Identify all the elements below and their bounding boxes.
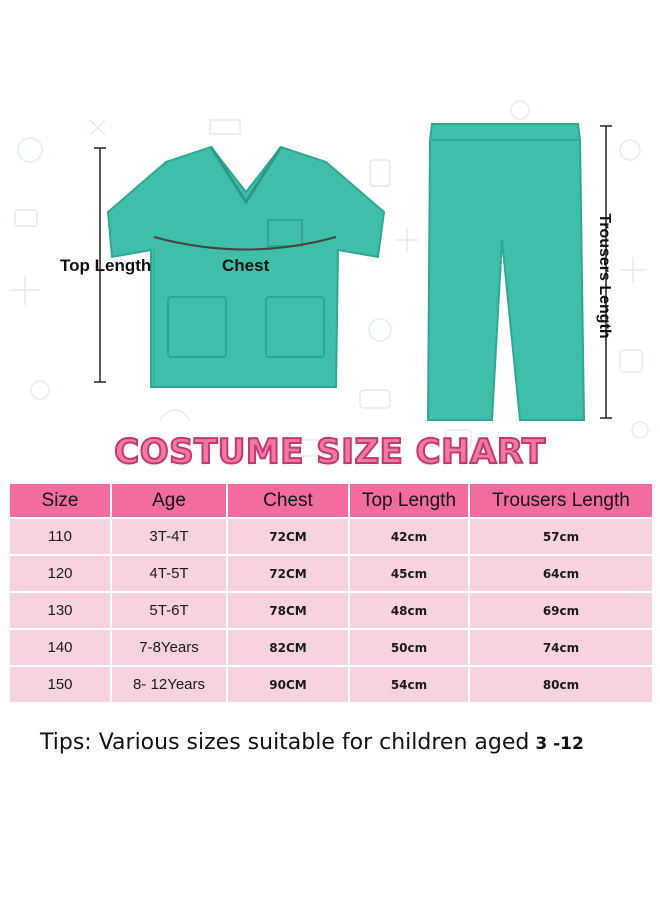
size-table	[8, 482, 654, 704]
header-top-length: Top Length	[350, 484, 468, 517]
chest-label: Chest	[222, 256, 270, 275]
cell-top-length: 48cm	[350, 593, 468, 628]
header-size: Size	[10, 484, 110, 517]
table-row	[10, 593, 652, 628]
cell-trousers-length: 80cm	[470, 667, 652, 702]
cell-trousers-length: 74cm	[470, 630, 652, 665]
tips-text	[40, 730, 584, 755]
chart-title: COSTUME SIZE CHART	[114, 432, 546, 472]
header-trousers-length: Trousers Length	[470, 484, 652, 517]
trousers-length-label: Trousers Length	[596, 213, 613, 339]
cell-size: 110	[10, 519, 110, 554]
cell-trousers-length: 69cm	[470, 593, 652, 628]
top-length-label: Top Length	[60, 256, 152, 275]
cell-top-length: 42cm	[350, 519, 468, 554]
table-row	[10, 519, 652, 554]
cell-age: 5T-6T	[112, 593, 226, 628]
cell-age: 4T-5T	[112, 556, 226, 591]
cell-chest: 72CM	[228, 519, 348, 554]
cell-size: 150	[10, 667, 110, 702]
cell-size: 130	[10, 593, 110, 628]
header-age: Age	[112, 484, 226, 517]
table-row	[10, 630, 652, 665]
cell-chest: 72CM	[228, 556, 348, 591]
cell-age: 7-8Years	[112, 630, 226, 665]
cell-size: 140	[10, 630, 110, 665]
cell-top-length: 54cm	[350, 667, 468, 702]
cell-size: 120	[10, 556, 110, 591]
cell-chest: 82CM	[228, 630, 348, 665]
tips-sentence: Tips: Various sizes suitable for children aged	[40, 730, 530, 755]
cell-age: 8- 12Years	[112, 667, 226, 702]
cell-trousers-length: 57cm	[470, 519, 652, 554]
table-row	[10, 556, 652, 591]
cell-chest: 90CM	[228, 667, 348, 702]
tips-age-range: 3 -12	[535, 734, 584, 754]
cell-top-length: 50cm	[350, 630, 468, 665]
cell-age: 3T-4T	[112, 519, 226, 554]
header-chest: Chest	[228, 484, 348, 517]
trousers-image	[410, 120, 590, 425]
cell-top-length: 45cm	[350, 556, 468, 591]
cell-trousers-length: 64cm	[470, 556, 652, 591]
table-header-row	[10, 484, 652, 517]
cell-chest: 78CM	[228, 593, 348, 628]
table-row	[10, 667, 652, 702]
